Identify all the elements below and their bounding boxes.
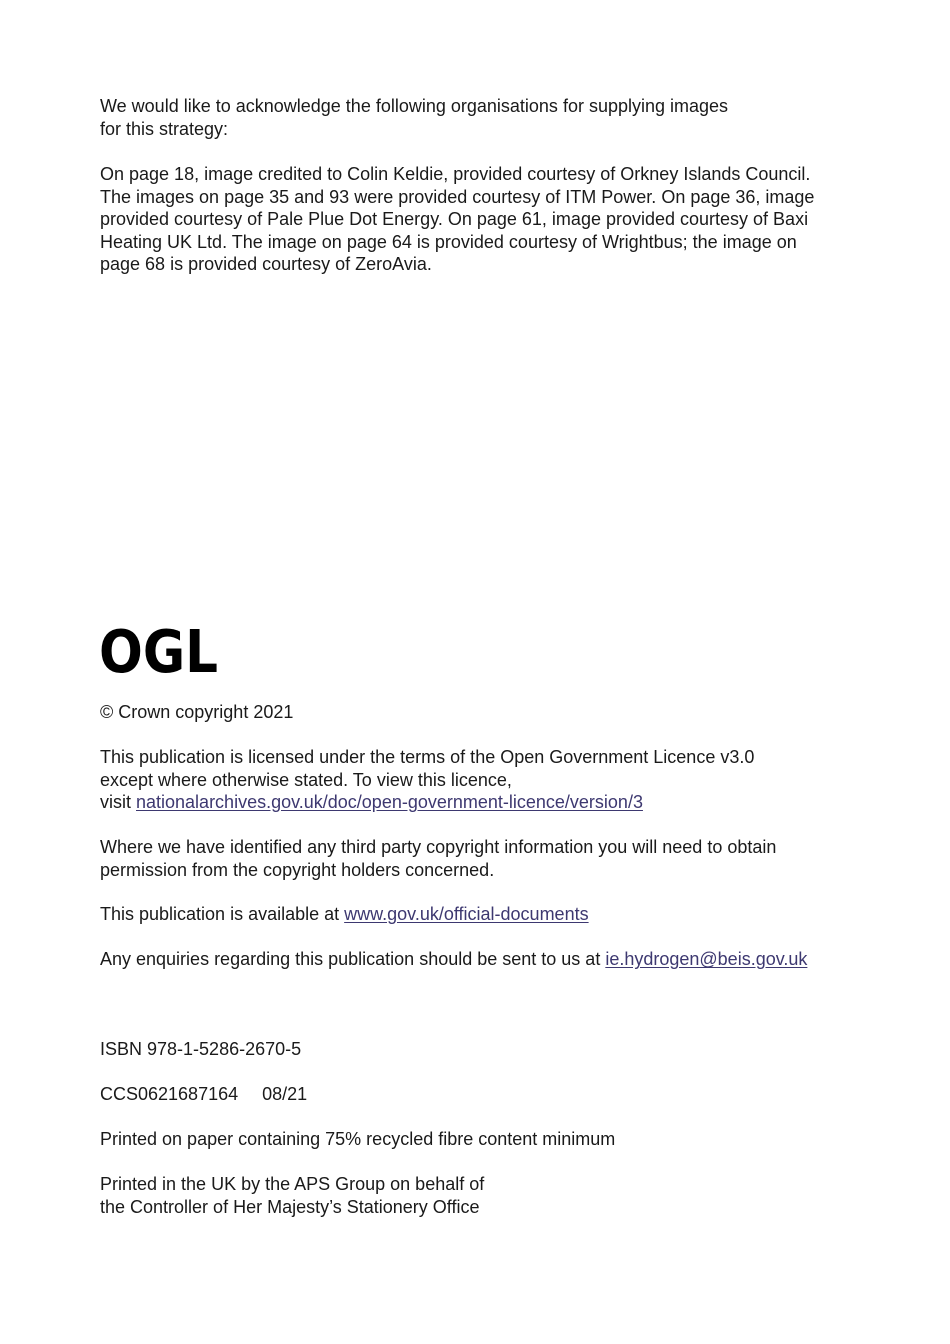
enquiries-paragraph bbox=[100, 948, 860, 971]
ccs-code: CCS0621687164 bbox=[100, 1084, 239, 1104]
official-documents-link[interactable]: www.gov.uk/official-documents bbox=[344, 904, 589, 924]
licence-link[interactable]: nationalarchives.gov.uk/doc/open-government-licence/version/3 bbox=[136, 792, 643, 812]
printed-paper-notice bbox=[100, 1128, 860, 1151]
printed-by-line-1: Printed in the UK by the APS Group on behalf of bbox=[100, 1174, 485, 1194]
third-party-line-1: Where we have identified any third party copyright information you will need to obtain bbox=[100, 837, 777, 857]
availability-paragraph bbox=[100, 903, 860, 926]
ccs-date: 08/21 bbox=[262, 1084, 308, 1104]
printed-by-notice bbox=[100, 1173, 860, 1218]
third-party-paragraph bbox=[100, 836, 860, 881]
image-credits-paragraph bbox=[100, 163, 860, 276]
credit-line-1: On page 18, image credited to Colin Keldie, provided courtesy of Orkney Islands Council. bbox=[100, 164, 811, 184]
licence-line-3 bbox=[100, 791, 860, 814]
printed-paper-text: Printed on paper containing 75% recycled fibre content minimum bbox=[100, 1129, 616, 1149]
availability-prefix: This publication is available at bbox=[100, 904, 345, 924]
ack-intro-line-2: for this strategy: bbox=[100, 118, 229, 139]
printed-by-line-2: the Controller of Her Majesty’s Stationery Office bbox=[100, 1196, 480, 1217]
ogl-logo bbox=[99, 617, 219, 686]
third-party-line-2: permission from the copyright holders concerned. bbox=[100, 859, 495, 880]
copyright-text: © Crown copyright 2021 bbox=[100, 702, 294, 722]
licence-paragraph bbox=[100, 746, 860, 814]
enquiries-email-link[interactable]: ie.hydrogen@beis.gov.uk bbox=[605, 949, 808, 969]
licence-line-1: This publication is licensed under the terms of the Open Government Licence v3.0 bbox=[100, 747, 755, 767]
enquiries-prefix: Any enquiries regarding this publication should be sent to us at bbox=[100, 949, 606, 969]
ack-intro-line-1: We would like to acknowledge the following organisations for supplying images bbox=[100, 96, 729, 116]
credit-line-5: page 68 is provided courtesy of ZeroAvia. bbox=[100, 254, 432, 274]
copyright-notice bbox=[100, 701, 860, 724]
credit-line-3: provided courtesy of Pale Plue Dot Energy. On page 61, image provided courtesy of Baxi bbox=[100, 209, 809, 229]
credit-line-4: Heating UK Ltd. The image on page 64 is provided courtesy of Wrightbus; the image on bbox=[100, 231, 797, 252]
acknowledgement-intro bbox=[100, 95, 860, 140]
licence-visit-prefix: visit bbox=[100, 792, 136, 812]
licence-line-2: except where otherwise stated. To view this licence, bbox=[100, 769, 512, 790]
isbn-text: ISBN 978-1-5286-2670-5 bbox=[100, 1039, 302, 1059]
ogl-logo-text: OGL bbox=[99, 617, 218, 686]
isbn bbox=[100, 1038, 860, 1061]
credit-line-2: The images on page 35 and 93 were provided courtesy of ITM Power. On page 36, image bbox=[100, 186, 815, 207]
ccs-reference bbox=[100, 1083, 860, 1106]
